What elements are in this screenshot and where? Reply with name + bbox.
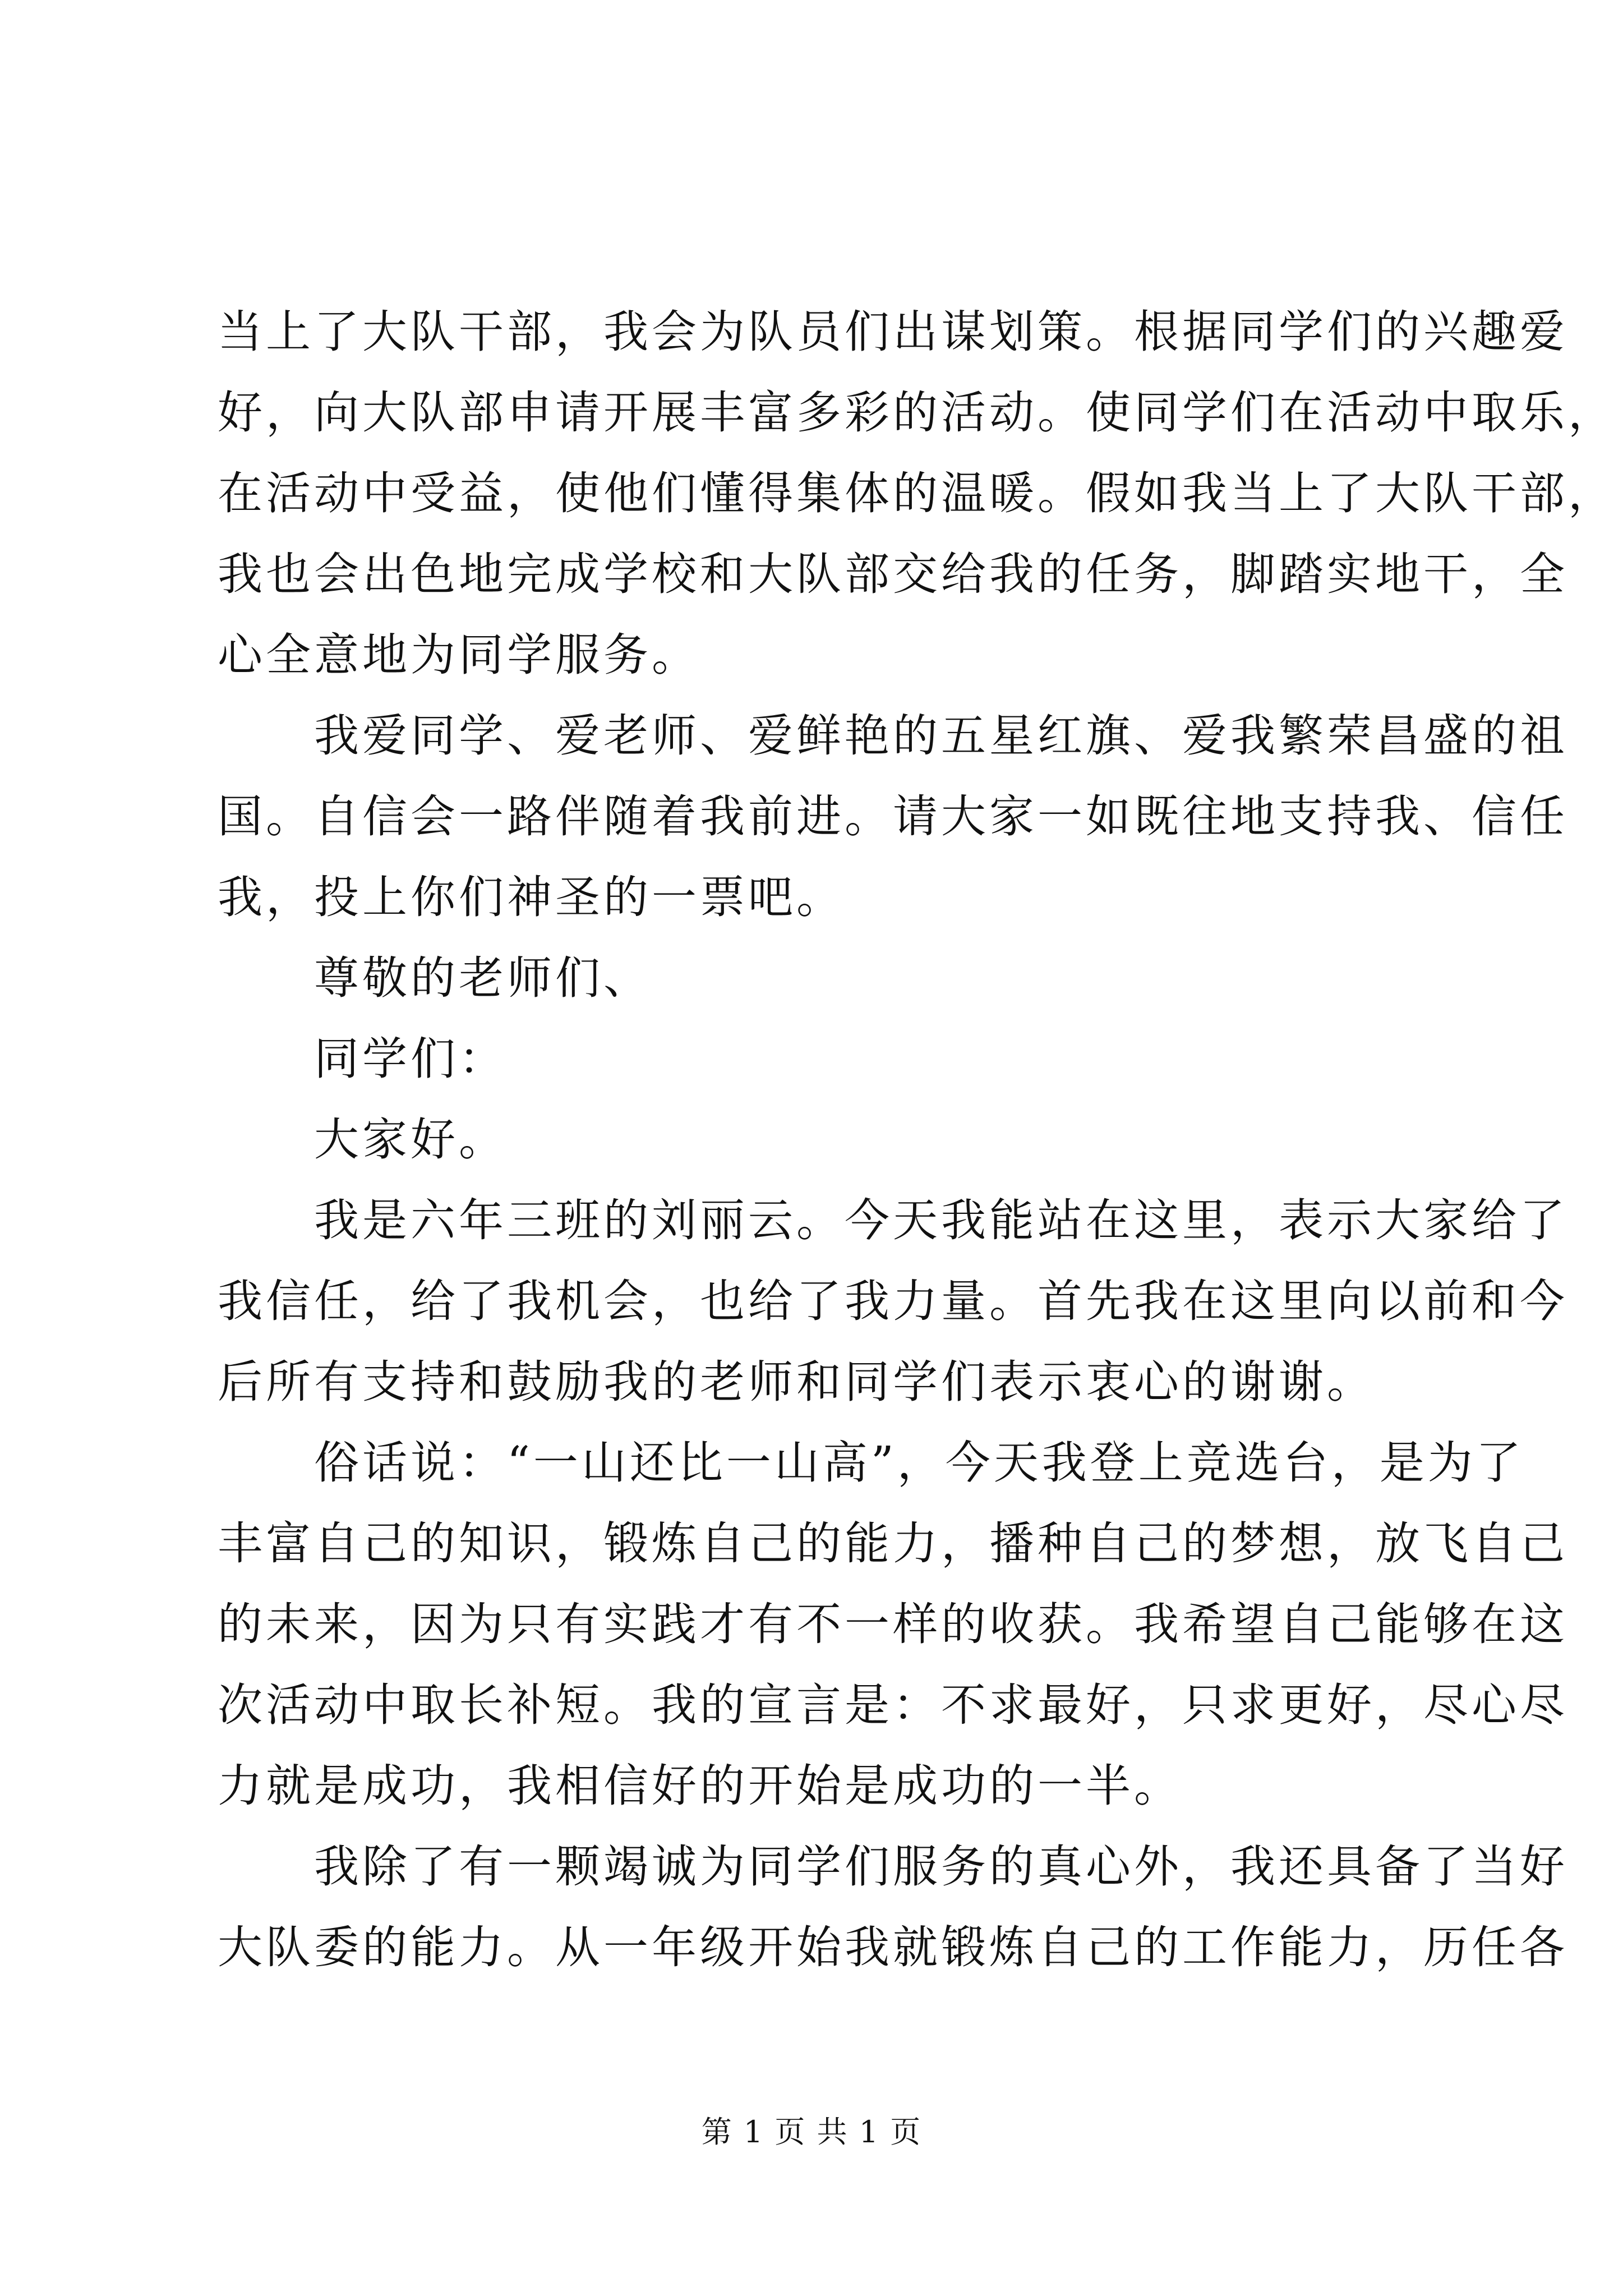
text-line: 当上了大队干部，我会为队员们出谋划策。根据同学们的兴趣爱 — [218, 306, 1568, 358]
text-line: 大队委的能力。从一年级开始我就锻炼自己的工作能力，历任各 — [218, 1921, 1568, 1973]
text-line: 心全意地为同学服务。 — [218, 629, 700, 681]
text-line: 好，向大队部申请开展丰富多彩的活动。使同学们在活动中取乐， — [218, 386, 1616, 439]
text-line: 力就是成功，我相信好的开始是成功的一半。 — [218, 1760, 1182, 1812]
text-line: 丰富自己的知识，锻炼自己的能力，播种自己的梦想，放飞自己 — [218, 1517, 1568, 1570]
text-line: 我爱同学、爱老师、爱鲜艳的五星红旗、爱我繁荣昌盛的祖 — [314, 710, 1568, 762]
text-line: 我是六年三班的刘丽云。今天我能站在这里，表示大家给了 — [314, 1194, 1568, 1246]
paragraph — [218, 1019, 1412, 1099]
paragraph — [218, 292, 1616, 696]
text-line: 俗话说：“一山还比一山高”，今天我登上竞选台，是为了 — [314, 1437, 1524, 1489]
text-line: 大家好。 — [314, 1114, 507, 1166]
text-line: 后所有支持和鼓励我的老师和同学们表示衷心的谢谢。 — [218, 1356, 1375, 1408]
paragraph — [218, 938, 1412, 1019]
document-body — [218, 292, 1616, 1988]
text-line: 国。自信会一路伴随着我前进。请大家一如既往地支持我、信任 — [218, 790, 1568, 843]
text-line: 尊敬的老师们、 — [314, 952, 652, 1004]
text-line: 我也会出色地完成学校和大队部交给我的任务，脚踏实地干，全 — [218, 548, 1568, 600]
page-footer: 第 1 页 共 1 页 — [701, 2114, 922, 2150]
text-line: 次活动中取长补短。我的宣言是：不求最好，只求更好，尽心尽 — [218, 1679, 1568, 1731]
text-line: 我除了有一颗竭诚为同学们服务的真心外，我还具备了当好 — [314, 1841, 1568, 1893]
paragraph — [218, 1099, 1412, 1180]
text-line: 同学们： — [314, 1033, 507, 1085]
text-line: 的未来，因为只有实践才有不一样的收获。我希望自己能够在这 — [218, 1598, 1568, 1650]
paragraph — [218, 1826, 1568, 1988]
text-line: 我，投上你们神圣的一票吧。 — [218, 871, 845, 923]
text-line: 我信任，给了我机会，也给了我力量。首先我在这里向以前和今 — [218, 1275, 1568, 1327]
paragraph — [218, 696, 1568, 938]
text-line: 在活动中受益，使他们懂得集体的温暖。假如我当上了大队干部， — [218, 467, 1616, 519]
paragraph — [218, 1423, 1568, 1826]
paragraph — [218, 1180, 1568, 1423]
